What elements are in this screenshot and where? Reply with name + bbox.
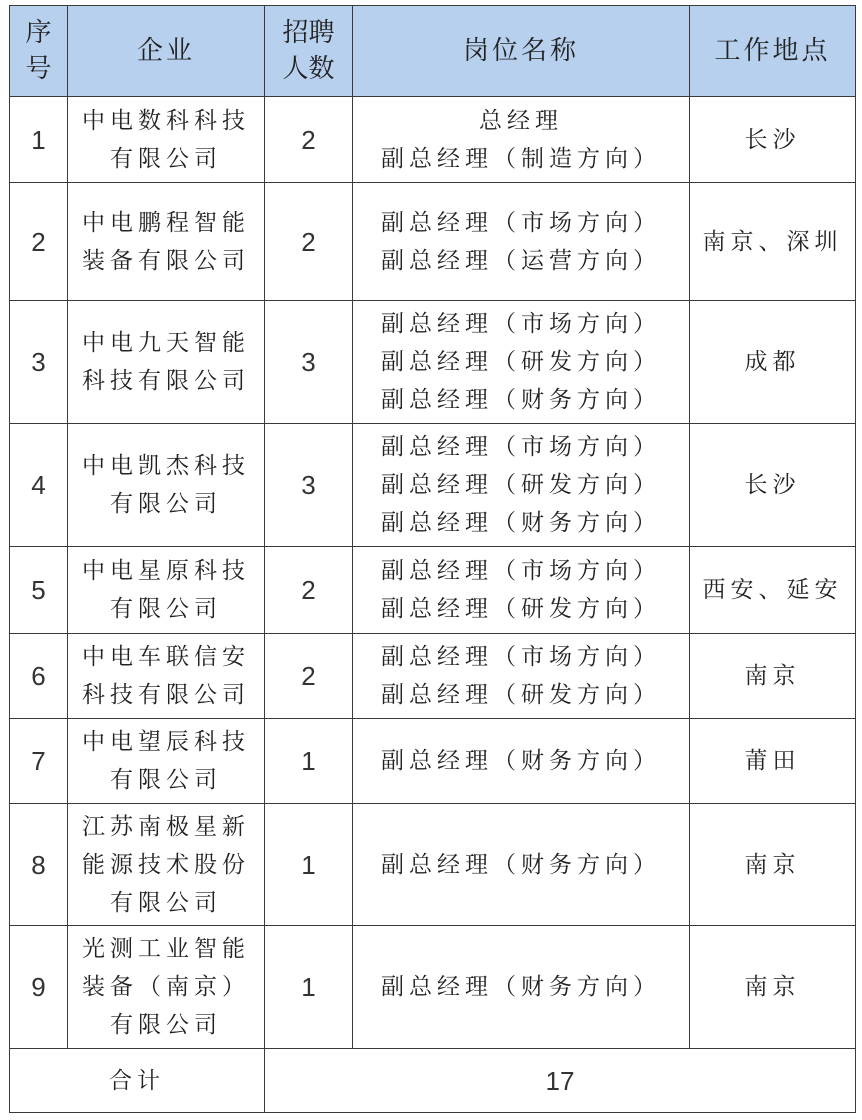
table-body [10,97,856,1113]
header-row [10,6,856,97]
row-count: 1 [265,719,353,804]
header-position: 岗位名称 [353,6,690,97]
table-row [10,926,856,1049]
row-index: 9 [10,926,68,1049]
row-positions: 副总经理（市场方向） 副总经理（研发方向） 副总经理（财务方向） [353,301,690,424]
row-location: 长沙 [690,424,856,547]
row-count: 2 [265,183,353,301]
row-company: 中电鹏程智能 装备有限公司 [68,183,265,301]
row-positions: 总经理 副总经理（制造方向） [353,97,690,183]
header-location: 工作地点 [690,6,856,97]
row-positions: 副总经理（市场方向） 副总经理（研发方向） [353,547,690,634]
row-company: 中电数科科技 有限公司 [68,97,265,183]
row-company: 中电望辰科技 有限公司 [68,719,265,804]
row-location: 南京 [690,926,856,1049]
row-index: 7 [10,719,68,804]
row-count: 3 [265,424,353,547]
row-count: 2 [265,97,353,183]
row-location: 南京 [690,634,856,719]
row-count: 2 [265,547,353,634]
row-index: 4 [10,424,68,547]
row-index: 6 [10,634,68,719]
row-count: 3 [265,301,353,424]
table-row [10,424,856,547]
table-row [10,547,856,634]
total-label: 合计 [10,1049,265,1113]
row-index: 1 [10,97,68,183]
table-row [10,804,856,926]
header-count: 招聘 人数 [265,6,353,97]
row-index: 2 [10,183,68,301]
row-location: 南京 [690,804,856,926]
row-positions: 副总经理（市场方向） 副总经理（研发方向） [353,634,690,719]
row-company: 中电九天智能 科技有限公司 [68,301,265,424]
row-positions: 副总经理（市场方向） 副总经理（运营方向） [353,183,690,301]
row-company: 光测工业智能 装备（南京） 有限公司 [68,926,265,1049]
row-location: 成都 [690,301,856,424]
table-row [10,97,856,183]
row-count: 2 [265,634,353,719]
row-location: 莆田 [690,719,856,804]
table-row [10,719,856,804]
table-row [10,634,856,719]
recruitment-table [9,5,856,1113]
row-location: 西安、延安 [690,547,856,634]
row-positions: 副总经理（财务方向） [353,804,690,926]
row-positions: 副总经理（财务方向） [353,926,690,1049]
header-company: 企业 [68,6,265,97]
row-location: 长沙 [690,97,856,183]
row-index: 8 [10,804,68,926]
row-index: 3 [10,301,68,424]
row-positions: 副总经理（市场方向） 副总经理（研发方向） 副总经理（财务方向） [353,424,690,547]
row-count: 1 [265,804,353,926]
row-count: 1 [265,926,353,1049]
table-row [10,183,856,301]
row-company: 中电凯杰科技 有限公司 [68,424,265,547]
row-positions: 副总经理（财务方向） [353,719,690,804]
row-index: 5 [10,547,68,634]
total-row [10,1049,856,1113]
row-location: 南京、深圳 [690,183,856,301]
row-company: 江苏南极星新 能源技术股份 有限公司 [68,804,265,926]
table-row [10,301,856,424]
row-company: 中电星原科技 有限公司 [68,547,265,634]
row-company: 中电车联信安 科技有限公司 [68,634,265,719]
total-value: 17 [265,1049,856,1113]
header-index: 序 号 [10,6,68,97]
